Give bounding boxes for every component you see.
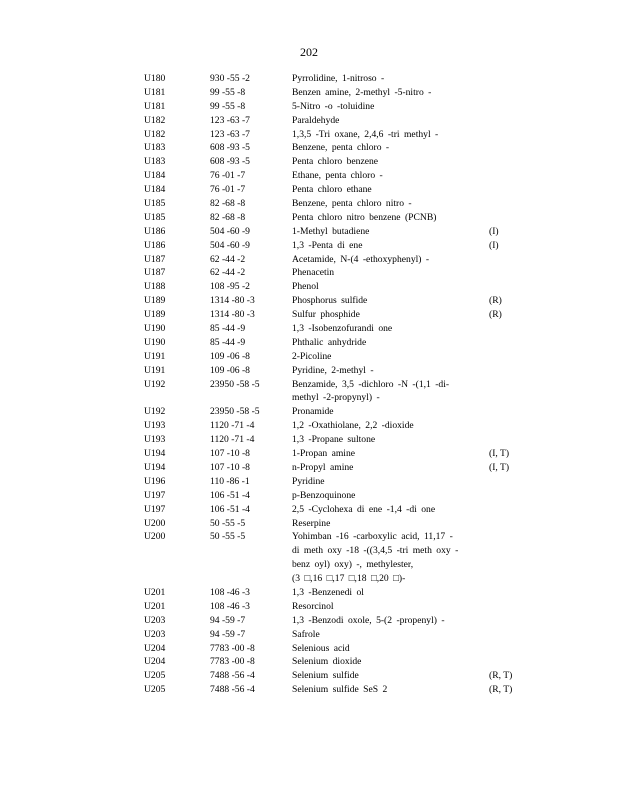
waste-code: U196 (144, 475, 166, 487)
waste-code: U183 (144, 142, 166, 154)
table-row (0, 642, 618, 656)
chemical-name: Reserpine (292, 517, 331, 529)
table-row (0, 72, 618, 86)
cas-number: 1314 -80 -3 (210, 295, 255, 307)
chemical-name: Acetamide, N-(4 -ethoxyphenyl) - (292, 253, 430, 265)
chemical-name: methyl -2-propynyl) - (292, 392, 380, 404)
chemical-name: Phosphorus sulfide (292, 295, 368, 307)
chemical-name: benz oyl) oxy) -, methylester, (292, 559, 414, 571)
cas-number: 62 -44 -2 (210, 267, 246, 279)
cas-number: 94 -59 -7 (210, 614, 246, 626)
table-row (0, 433, 618, 447)
hazardous-waste-table (0, 72, 618, 697)
cas-number: 99 -55 -8 (210, 100, 246, 112)
table-row (0, 364, 618, 378)
waste-code: U204 (144, 642, 166, 654)
chemical-name: 1,3 -Penta di ene (292, 239, 363, 251)
hazard-code: (I, T) (489, 448, 510, 460)
waste-code: U187 (144, 267, 166, 279)
chemical-name: Benzamide, 3,5 -dichloro -N -(1,1 -di- (292, 378, 450, 390)
cas-number: 7488 -56 -4 (210, 684, 255, 696)
waste-code: U184 (144, 170, 166, 182)
chemical-name: 1,3 -Benzenedi ol (292, 586, 364, 598)
chemical-name: 1,3 -Isobenzofurandi one (292, 323, 393, 335)
waste-code: U205 (144, 670, 166, 682)
cas-number: 504 -60 -9 (210, 225, 250, 237)
table-row (0, 530, 618, 544)
waste-code: U200 (144, 517, 166, 529)
cas-number: 108 -95 -2 (210, 281, 250, 293)
chemical-name: Benzene, penta chloro nitro - (292, 198, 412, 210)
waste-code: U185 (144, 198, 166, 210)
chemical-name: Penta chloro benzene (292, 156, 379, 168)
table-row (0, 600, 618, 614)
chemical-name: Phenol (292, 281, 319, 293)
table-row (0, 447, 618, 461)
cas-number: 1120 -71 -4 (210, 434, 255, 446)
cas-number: 94 -59 -7 (210, 628, 246, 640)
page-number: 202 (300, 45, 318, 59)
table-row (0, 308, 618, 322)
chemical-name: (3 □,16 □,17 □,18 □,20 □)- (292, 573, 406, 585)
chemical-name: Selenious acid (292, 642, 350, 654)
chemical-name: Penta chloro ethane (292, 184, 372, 196)
cas-number: 107 -10 -8 (210, 461, 250, 473)
chemical-name: Selenium sulfide (292, 670, 359, 682)
table-row (0, 614, 618, 628)
table-row (0, 586, 618, 600)
chemical-name: Pronamide (292, 406, 334, 418)
cas-number: 123 -63 -7 (210, 128, 250, 140)
waste-code: U186 (144, 239, 166, 251)
waste-code: U182 (144, 114, 166, 126)
waste-code: U203 (144, 628, 166, 640)
chemical-name: 5-Nitro -o -toluidine (292, 100, 375, 112)
cas-number: 110 -86 -1 (210, 475, 250, 487)
waste-code: U189 (144, 295, 166, 307)
table-row (0, 155, 618, 169)
table-row (0, 405, 618, 419)
cas-number: 50 -55 -5 (210, 517, 246, 529)
hazard-code: (R, T) (489, 670, 513, 682)
chemical-name: Pyrrolidine, 1-nitroso - (292, 73, 385, 84)
cas-number: 504 -60 -9 (210, 239, 250, 251)
cas-number: 107 -10 -8 (210, 448, 250, 460)
chemical-name: Sulfur phosphide (292, 309, 360, 321)
cas-number: 85 -44 -9 (210, 323, 246, 335)
table-row (0, 391, 618, 405)
waste-code: U194 (144, 448, 166, 460)
cas-number: 82 -68 -8 (210, 211, 246, 223)
chemical-name: Yohimban -16 -carboxylic acid, 11,17 - (292, 531, 453, 543)
waste-code: U183 (144, 156, 166, 168)
chemical-name: Phthalic anhydride (292, 336, 367, 348)
waste-code: U186 (144, 225, 166, 237)
table-row (0, 197, 618, 211)
chemical-name: Benzene, penta chloro - (292, 142, 390, 154)
chemical-name: n-Propyl amine (292, 461, 354, 473)
cas-number: 23950 -58 -5 (210, 406, 260, 418)
waste-code: U193 (144, 420, 166, 432)
chemical-name: 1-Methyl butadiene (292, 225, 370, 237)
waste-code: U190 (144, 323, 166, 335)
table-row (0, 683, 618, 697)
chemical-name: Selenium sulfide SeS 2 (292, 684, 388, 696)
waste-code: U197 (144, 489, 166, 501)
waste-code: U200 (144, 531, 166, 543)
table-row (0, 503, 618, 517)
waste-code: U181 (144, 100, 166, 112)
cas-number: 23950 -58 -5 (210, 378, 260, 390)
waste-code: U193 (144, 434, 166, 446)
waste-code: U203 (144, 614, 166, 626)
table-row (0, 669, 618, 683)
chemical-name: Paraldehyde (292, 114, 340, 126)
table-row (0, 378, 618, 392)
waste-code: U192 (144, 378, 166, 390)
cas-number: 109 -06 -8 (210, 350, 250, 362)
hazard-code: (R, T) (489, 684, 513, 696)
waste-code: U191 (144, 350, 166, 362)
table-row (0, 572, 618, 586)
waste-code: U188 (144, 281, 166, 293)
table-row (0, 114, 618, 128)
chemical-name: 1,3 -Propane sultone (292, 434, 376, 446)
waste-code: U184 (144, 184, 166, 196)
chemical-name: Phenacetin (292, 267, 335, 279)
table-row (0, 225, 618, 239)
cas-number: 106 -51 -4 (210, 489, 250, 501)
waste-code: U191 (144, 364, 166, 376)
cas-number: 62 -44 -2 (210, 253, 246, 265)
table-row (0, 266, 618, 280)
waste-code: U204 (144, 656, 166, 668)
table-row (0, 419, 618, 433)
table-row (0, 239, 618, 253)
waste-code: U192 (144, 406, 166, 418)
chemical-name: 1-Propan amine (292, 448, 356, 460)
cas-number: 106 -51 -4 (210, 503, 250, 515)
cas-number: 1314 -80 -3 (210, 309, 255, 321)
chemical-name: Benzen amine, 2-methyl -5-nitro - (292, 86, 432, 98)
cas-number: 76 -01 -7 (210, 184, 246, 196)
table-row (0, 350, 618, 364)
cas-number: 608 -93 -5 (210, 142, 250, 154)
table-row (0, 294, 618, 308)
chemical-name: 2-Picoline (292, 350, 332, 362)
table-row (0, 544, 618, 558)
chemical-name: Ethane, penta chloro - (292, 170, 383, 182)
cas-number: 7783 -00 -8 (210, 656, 255, 668)
table-row (0, 461, 618, 475)
cas-number: 108 -46 -3 (210, 600, 250, 612)
waste-code: U189 (144, 309, 166, 321)
table-row (0, 655, 618, 669)
cas-number: 123 -63 -7 (210, 114, 250, 126)
chemical-name: 1,2 -Oxathiolane, 2,2 -dioxide (292, 420, 414, 432)
chemical-name: p-Benzoquinone (292, 489, 356, 501)
waste-code: U201 (144, 586, 166, 598)
table-row (0, 628, 618, 642)
cas-number: 7488 -56 -4 (210, 670, 255, 682)
waste-code: U190 (144, 336, 166, 348)
table-row (0, 336, 618, 350)
chemical-name: Penta chloro nitro benzene (PCNB) (292, 211, 437, 223)
cas-number: 608 -93 -5 (210, 156, 250, 168)
table-row (0, 489, 618, 503)
cas-number: 930 -55 -2 (210, 73, 250, 84)
chemical-name: 1,3,5 -Tri oxane, 2,4,6 -tri methyl - (292, 128, 439, 140)
hazard-code: (I, T) (489, 461, 510, 473)
table-row (0, 280, 618, 294)
cas-number: 76 -01 -7 (210, 170, 246, 182)
cas-number: 50 -55 -5 (210, 531, 246, 543)
table-row (0, 86, 618, 100)
hazard-code: (R) (489, 295, 502, 307)
hazard-code: (I) (489, 239, 499, 251)
chemical-name: di meth oxy -18 -((3,4,5 -tri meth oxy - (292, 545, 459, 557)
table-row (0, 253, 618, 267)
chemical-name: Pyridine, 2-methyl - (292, 364, 374, 376)
waste-code: U180 (144, 73, 166, 84)
table-row (0, 169, 618, 183)
chemical-name: Resorcinol (292, 600, 334, 612)
cas-number: 1120 -71 -4 (210, 420, 255, 432)
waste-code: U201 (144, 600, 166, 612)
chemical-name: Safrole (292, 628, 320, 640)
cas-number: 85 -44 -9 (210, 336, 246, 348)
waste-code: U205 (144, 684, 166, 696)
table-row (0, 128, 618, 142)
table-row (0, 558, 618, 572)
waste-code: U181 (144, 86, 166, 98)
chemical-name: Pyridine (292, 475, 325, 487)
table-row (0, 141, 618, 155)
hazard-code: (I) (489, 225, 499, 237)
table-row (0, 517, 618, 531)
chemical-name: 1,3 -Benzodi oxole, 5-(2 -propenyl) - (292, 614, 445, 626)
chemical-name: Selenium dioxide (292, 656, 362, 668)
hazard-code: (R) (489, 309, 502, 321)
table-row (0, 211, 618, 225)
table-row (0, 475, 618, 489)
waste-code: U187 (144, 253, 166, 265)
waste-code: U194 (144, 461, 166, 473)
waste-code: U197 (144, 503, 166, 515)
waste-code: U185 (144, 211, 166, 223)
table-row (0, 183, 618, 197)
chemical-name: 2,5 -Cyclohexa di ene -1,4 -di one (292, 503, 436, 515)
cas-number: 109 -06 -8 (210, 364, 250, 376)
cas-number: 82 -68 -8 (210, 198, 246, 210)
table-row (0, 100, 618, 114)
table-row (0, 322, 618, 336)
cas-number: 7783 -00 -8 (210, 642, 255, 654)
waste-code: U182 (144, 128, 166, 140)
cas-number: 108 -46 -3 (210, 586, 250, 598)
cas-number: 99 -55 -8 (210, 86, 246, 98)
